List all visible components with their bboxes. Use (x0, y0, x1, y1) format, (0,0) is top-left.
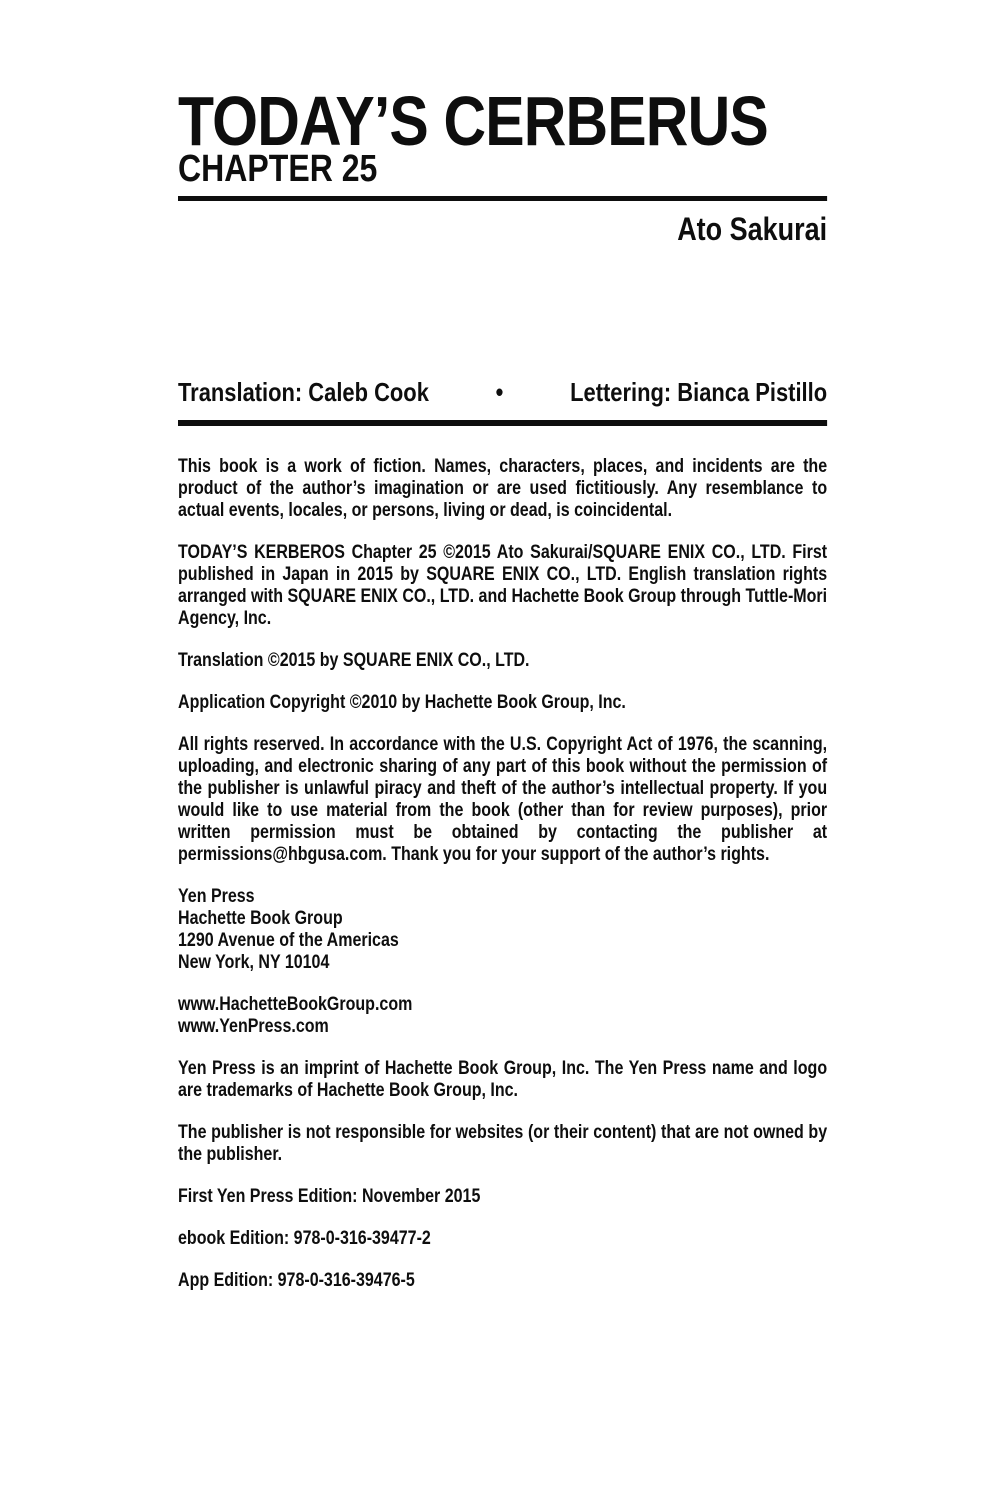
app-edition-line: App Edition: 978-0-316-39476-5 (178, 1270, 415, 1291)
lettering-credit: Lettering: Bianca Pistillo (570, 377, 828, 407)
title-divider-rule (178, 196, 827, 201)
imprint-notice-paragraph: Yen Press is an imprint of Hachette Book Group, Inc. The Yen Press name and logo are trademarks of Hachette Book Group, Inc. (178, 1058, 828, 1101)
credit-separator-bullet: • (495, 377, 504, 407)
first-edition-line: First Yen Press Edition: November 2015 (178, 1186, 481, 1207)
author-name: Ato Sakurai (677, 211, 828, 247)
website-yenpress: www.YenPress.com (178, 1016, 329, 1037)
credits-row (178, 379, 827, 405)
application-copyright-line: Application Copyright ©2010 by Hachette Book Group, Inc. (178, 692, 626, 713)
publisher-street: 1290 Avenue of the Americas (178, 930, 399, 951)
websites-block (178, 994, 827, 1038)
book-title: TODAY’S CERBERUS (178, 82, 768, 160)
website-hachette: www.HachetteBookGroup.com (178, 994, 413, 1015)
publisher-name: Yen Press (178, 886, 255, 907)
credits-divider-rule (178, 420, 827, 426)
publisher-address-block (178, 886, 827, 974)
publisher-group: Hachette Book Group (178, 908, 343, 929)
translation-credit: Translation: Caleb Cook (178, 377, 429, 407)
chapter-heading: CHAPTER 25 (178, 148, 378, 190)
translation-copyright-line: Translation ©2015 by SQUARE ENIX CO., LTD. (178, 650, 530, 671)
rights-notice-paragraph: All rights reserved. In accordance with the U.S. Copyright Act of 1976, the scanning, uploading, and electronic sharing of any part of this book without the permission of the publisher is unlawful piracy and theft of the author’s intellectual property. If you would like to use material from the book (other than for review purposes), prior written permission must be obtained by contacting the publisher at permissions@hbgusa.com. Thank you for your support of the author’s rights. (178, 734, 828, 865)
website-disclaimer-paragraph: The publisher is not responsible for websites (or their content) that are not owned by the publisher. (178, 1122, 828, 1165)
content-column (178, 0, 827, 1312)
ebook-edition-line: ebook Edition: 978-0-316-39477-2 (178, 1228, 431, 1249)
publisher-city: New York, NY 10104 (178, 952, 330, 973)
copyright-paragraph: TODAY’S KERBEROS Chapter 25 ©2015 Ato Sakurai/SQUARE ENIX CO., LTD. First published in Japan in 2015 by SQUARE ENIX CO., LTD. English translation rights arranged with SQUARE ENIX CO., LTD. and Hachette Book Group through Tuttle-Mori Agency, Inc. (178, 542, 828, 629)
fiction-disclaimer-paragraph: This book is a work of fiction. Names, characters, places, and incidents are the product of the author’s imagination or are used fictitiously. Any resemblance to actual events, locales, or persons, living or dead, is coincidental. (178, 456, 828, 521)
